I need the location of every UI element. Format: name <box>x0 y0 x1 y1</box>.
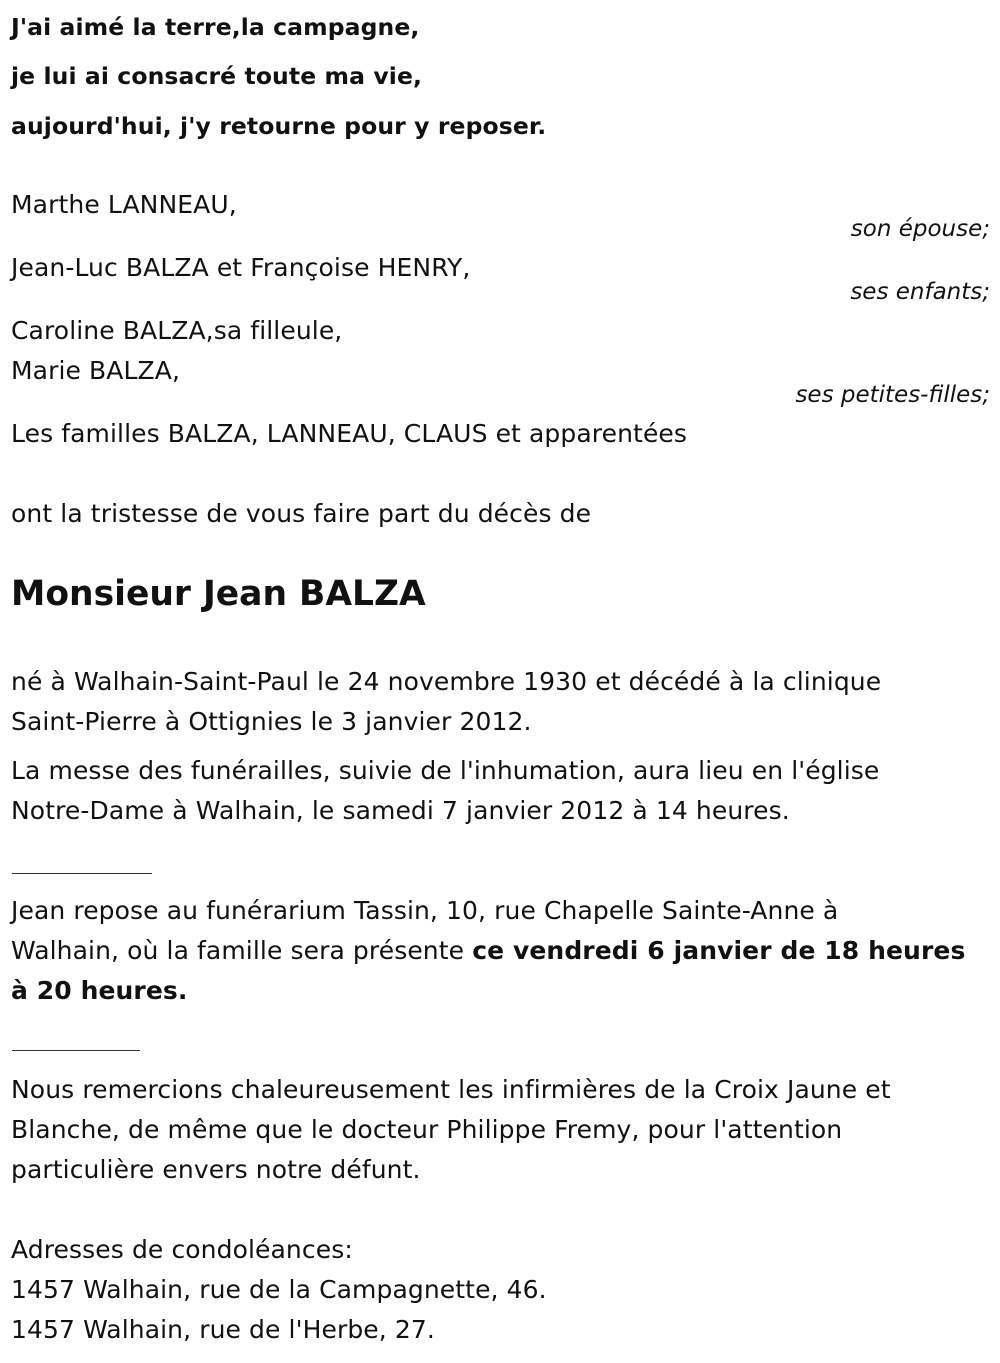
children-role: ses enfants; <box>850 279 990 305</box>
funeral-line-1: La messe des funérailles, suivie de l'inhumation, aura lieu en l'église <box>11 756 880 785</box>
thanks-line-3: particulière envers notre défunt. <box>11 1155 421 1184</box>
grandchild-2: Marie BALZA, <box>11 356 180 385</box>
thanks-line-1: Nous remercions chaleureusement les infirmières de la Croix Jaune et <box>11 1075 891 1104</box>
condolences-address-1: 1457 Walhain, rue de la Campagnette, 46. <box>11 1275 547 1304</box>
epigraph-line-3: aujourd'hui, j'y retourne pour y reposer. <box>11 112 547 140</box>
funeral-line-2: Notre-Dame à Walhain, le samedi 7 janvier 2012 à 14 heures. <box>11 796 790 825</box>
families-line: Les familles BALZA, LANNEAU, CLAUS et apparentées <box>11 419 688 448</box>
children-names: Jean-Luc BALZA et Françoise HENRY, <box>11 253 471 282</box>
grandchild-1: Caroline BALZA,sa filleule, <box>11 316 343 345</box>
visitation-time-highlight: ce vendredi 6 janvier de 18 heures <box>472 936 966 965</box>
spouse-name: Marthe LANNEAU, <box>11 190 237 219</box>
announcement-text: ont la tristesse de vous faire part du décès de <box>11 499 592 528</box>
birth-death-line-2: Saint-Pierre à Ottignies le 3 janvier 2012. <box>11 707 532 736</box>
visitation-line-2 <box>11 936 965 966</box>
epigraph-line-2: je lui ai consacré toute ma vie, <box>11 62 423 90</box>
grandchildren-role: ses petites-filles; <box>795 382 990 408</box>
visitation-line-3: à 20 heures. <box>11 976 188 1005</box>
visitation-line-2-text: Walhain, où la famille sera présente <box>11 936 473 965</box>
spouse-role: son épouse; <box>850 216 990 242</box>
thanks-line-2: Blanche, de même que le docteur Philippe Fremy, pour l'attention <box>11 1115 843 1144</box>
condolences-address-2: 1457 Walhain, rue de l'Herbe, 27. <box>11 1315 435 1344</box>
condolences-heading: Adresses de condoléances: <box>11 1235 353 1264</box>
separator-rule <box>12 873 152 874</box>
birth-death-line-1: né à Walhain-Saint-Paul le 24 novembre 1930 et décédé à la clinique <box>11 667 882 696</box>
epigraph-line-1: J'ai aimé la terre,la campagne, <box>11 13 420 41</box>
visitation-line-1: Jean repose au funérarium Tassin, 10, rue Chapelle Sainte-Anne à <box>11 896 839 925</box>
separator-rule <box>12 1050 140 1051</box>
deceased-name: Monsieur Jean BALZA <box>11 574 426 614</box>
